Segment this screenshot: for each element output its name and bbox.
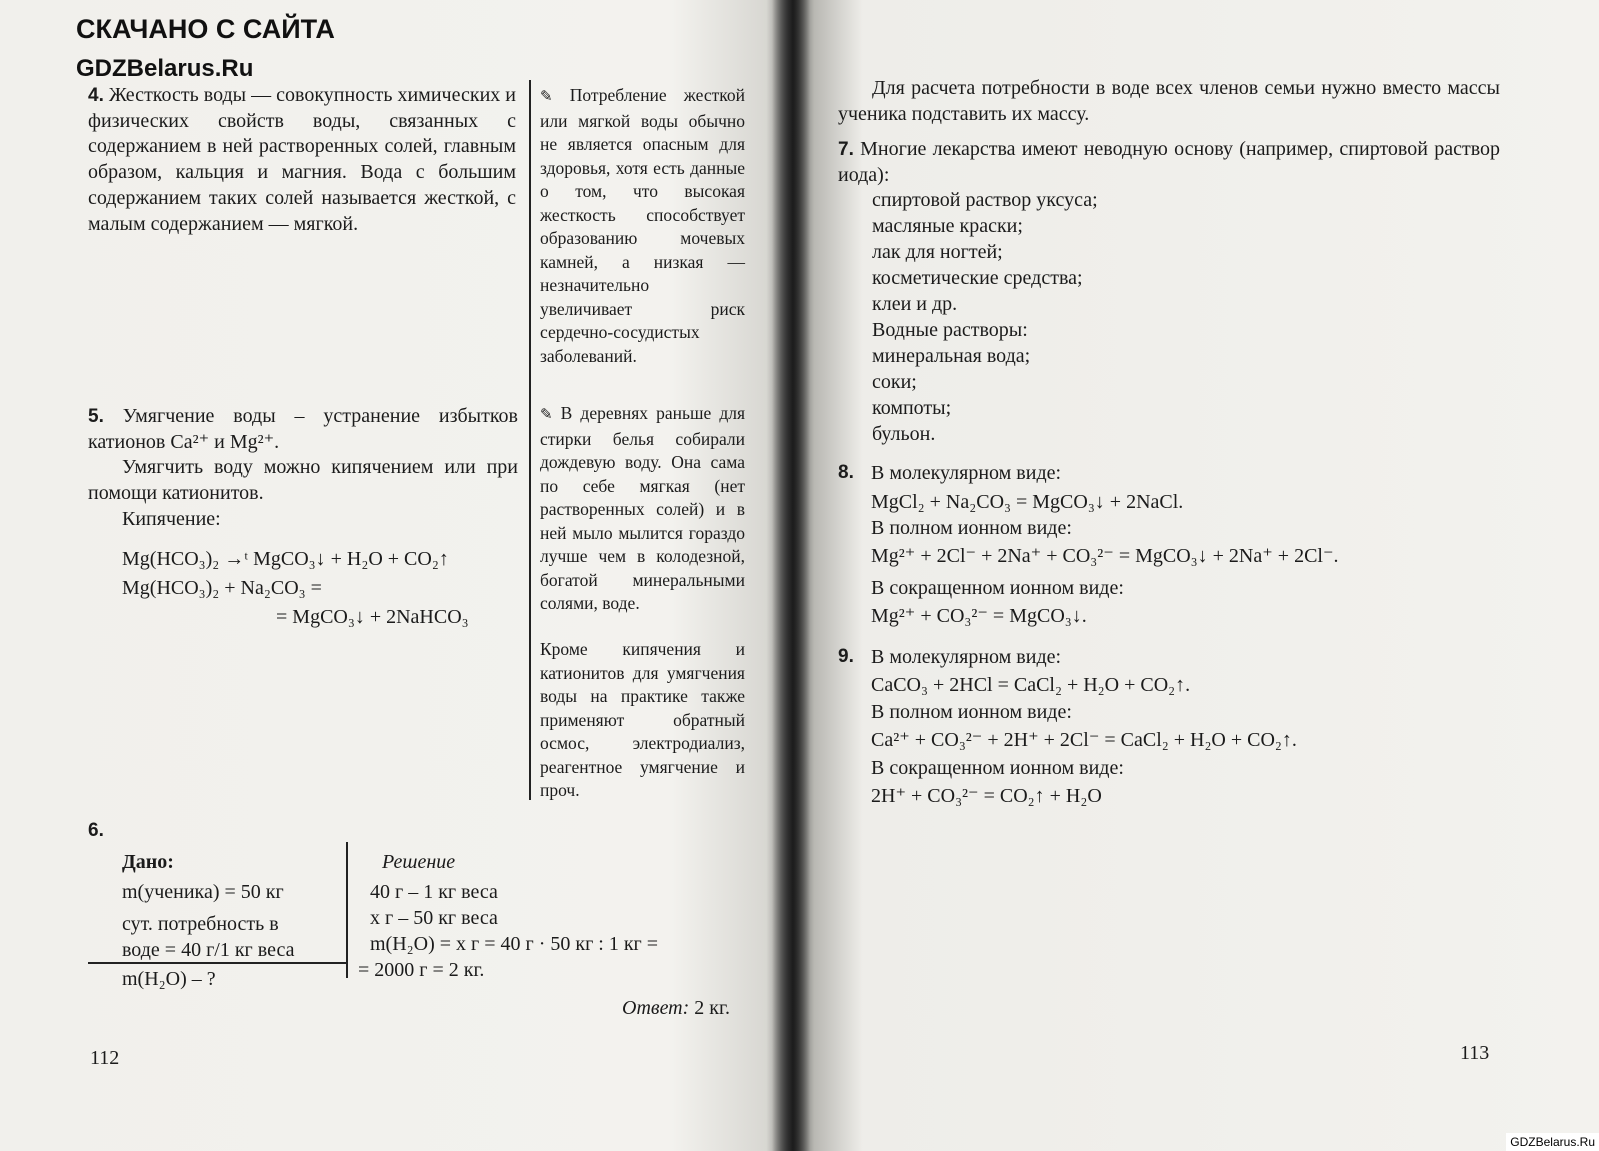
item-9-eq-3: 2H⁺ + CO₃²⁻ = CO₂↑ + H₂O	[871, 785, 1102, 807]
pencil-icon: ✎	[540, 407, 553, 423]
intro-text: Для расчета потребности в воде всех членов семьи нужно вместо массы ученика подставить их массу.	[838, 77, 1500, 125]
item-8-number: 8.	[838, 462, 854, 483]
solution-title: Решение	[382, 851, 456, 873]
answer	[622, 995, 730, 1021]
answer-label: Ответ:	[622, 997, 690, 1019]
given-title: Дано:	[122, 851, 174, 873]
sidenote-1-text: Потребление жесткой или мягкой воды обычно не является опасным для здоровья, хотя есть данные о том, что высокая жесткость способствует образованию мочевых камней, а низкая — незначительно увеличивает риск сердечно-сосудистых заболеваний.	[540, 85, 745, 366]
item-9-label-2: В полном ионном виде:	[871, 701, 1072, 723]
item-8-eq-2: Mg²⁺ + 2Cl⁻ + 2Na⁺ + CO₃²⁻ = MgCO₃↓ + 2Na⁺ + 2Cl⁻.	[871, 545, 1339, 567]
watermark-line2: GDZBelarus.Ru	[76, 55, 254, 82]
item-9-label-3: В сокращенном ионном виде:	[871, 757, 1124, 779]
list-item: Водные растворы:	[872, 319, 1028, 341]
item-5	[88, 404, 518, 533]
item-4-text: Жесткость воды — совокупность химических и физических свойств воды, связанных с содержанием в ней растворенных солей, главным образом, кальция и магния. Вода с большим содержанием таких солей называется жесткой, с малым содержанием — мягкой.	[88, 84, 517, 235]
item-4-number: 4.	[88, 85, 104, 106]
sidenote-3-text: Кроме кипячения и катионитов для умягчения воды на практике также применяют обратный осмос, электродиализ, реагентное умягчение и проч.	[540, 639, 745, 800]
item-5-number: 5.	[88, 406, 104, 427]
item-7-list	[872, 187, 1098, 447]
item-8-eq-1: MgCl₂ + Na₂CO₃ = MgCO₃↓ + 2NaCl.	[871, 491, 1184, 513]
item-8-label-1: В молекулярном виде:	[871, 462, 1062, 484]
item-8-label-3: В сокращенном ионном виде:	[871, 577, 1124, 599]
sidenote-2	[540, 402, 745, 616]
item-4	[88, 83, 516, 237]
item-7-number: 7.	[838, 139, 854, 160]
list-item: бульон.	[872, 423, 936, 445]
item-6-number: 6.	[88, 820, 104, 841]
given-separator	[88, 962, 346, 964]
page-number-left: 112	[90, 1047, 120, 1069]
solution-3: m(H₂O) = x г = 40 г · 50 кг : 1 кг =	[370, 933, 659, 955]
given-2: сут. потребность в	[122, 913, 279, 935]
item-5-line2: Умягчить воду можно кипячением или при помощи катионитов.	[88, 456, 518, 505]
footer-watermark: GDZBelarus.Ru	[1506, 1133, 1599, 1151]
list-item: лак для ногтей;	[872, 241, 1003, 263]
item-7-text: Многие лекарства имеют неводную основу (например, спиртовой раствор иода):	[838, 138, 1501, 186]
solution-2: x г – 50 кг веса	[370, 907, 498, 929]
item-8-label-2: В полном ионном виде:	[871, 517, 1072, 539]
sidenote-1	[540, 84, 745, 368]
given-1: m(ученика) = 50 кг	[122, 881, 284, 903]
book-spine	[772, 0, 810, 1151]
equation-5-1: Mg(HCO₃)₂ →ᵗ MgCO₃↓ + H₂O + CO₂↑	[122, 548, 449, 570]
list-item: компоты;	[872, 397, 952, 419]
equation-5-2: Mg(HCO₃)₂ + Na₂CO₃ =	[122, 577, 322, 599]
item-9-eq-1: CaCO₃ + 2HCl = CaCl₂ + H₂O + CO₂↑.	[871, 674, 1191, 696]
item-9-label-1: В молекулярном виде:	[871, 646, 1062, 668]
solution-4: = 2000 г = 2 кг.	[358, 959, 485, 981]
list-item: косметические средства;	[872, 267, 1083, 289]
solution-1: 40 г – 1 кг веса	[370, 881, 498, 903]
sidenote-divider	[529, 80, 531, 800]
list-item: соки;	[872, 371, 917, 393]
sidenote-2-text: В деревнях раньше для стирки белья собирали дождевую воду. Она сама по себе мягкая (нет растворенных солей) и в ней мыло мылится гораздо лучше чем в колодезной, богатой минеральными солями, воде.	[540, 403, 745, 613]
item-5-line1: Умягчение воды – устранение избытков катионов Ca²⁺ и Mg²⁺.	[88, 405, 519, 453]
answer-value: 2 кг.	[694, 997, 730, 1019]
given-3: воде = 40 г/1 кг веса	[122, 939, 295, 961]
equation-5-3: = MgCO₃↓ + 2NaHCO₃	[276, 606, 469, 628]
item-8-eq-3: Mg²⁺ + CO₃²⁻ = MgCO₃↓.	[871, 605, 1087, 627]
item-5-line3: Кипячение:	[122, 507, 221, 530]
intro-paragraph	[838, 76, 1500, 127]
list-item: минеральная вода;	[872, 345, 1031, 367]
page-number-right: 113	[1460, 1042, 1490, 1064]
watermark-line1: СКАЧАНО С САЙТА	[76, 14, 335, 44]
solution-divider	[346, 842, 348, 978]
list-item: клеи и др.	[872, 293, 958, 315]
item-9-eq-2: Ca²⁺ + CO₃²⁻ + 2H⁺ + 2Cl⁻ = CaCl₂ + H₂O + CO₂↑.	[871, 729, 1297, 751]
item-7	[838, 137, 1500, 188]
pencil-icon: ✎	[540, 89, 553, 105]
list-item: масляные краски;	[872, 215, 1023, 237]
item-9-number: 9.	[838, 646, 854, 667]
list-item: спиртовой раствор уксуса;	[872, 189, 1098, 211]
find-value: m(H₂O) – ?	[122, 968, 216, 990]
sidenote-3	[540, 638, 745, 803]
